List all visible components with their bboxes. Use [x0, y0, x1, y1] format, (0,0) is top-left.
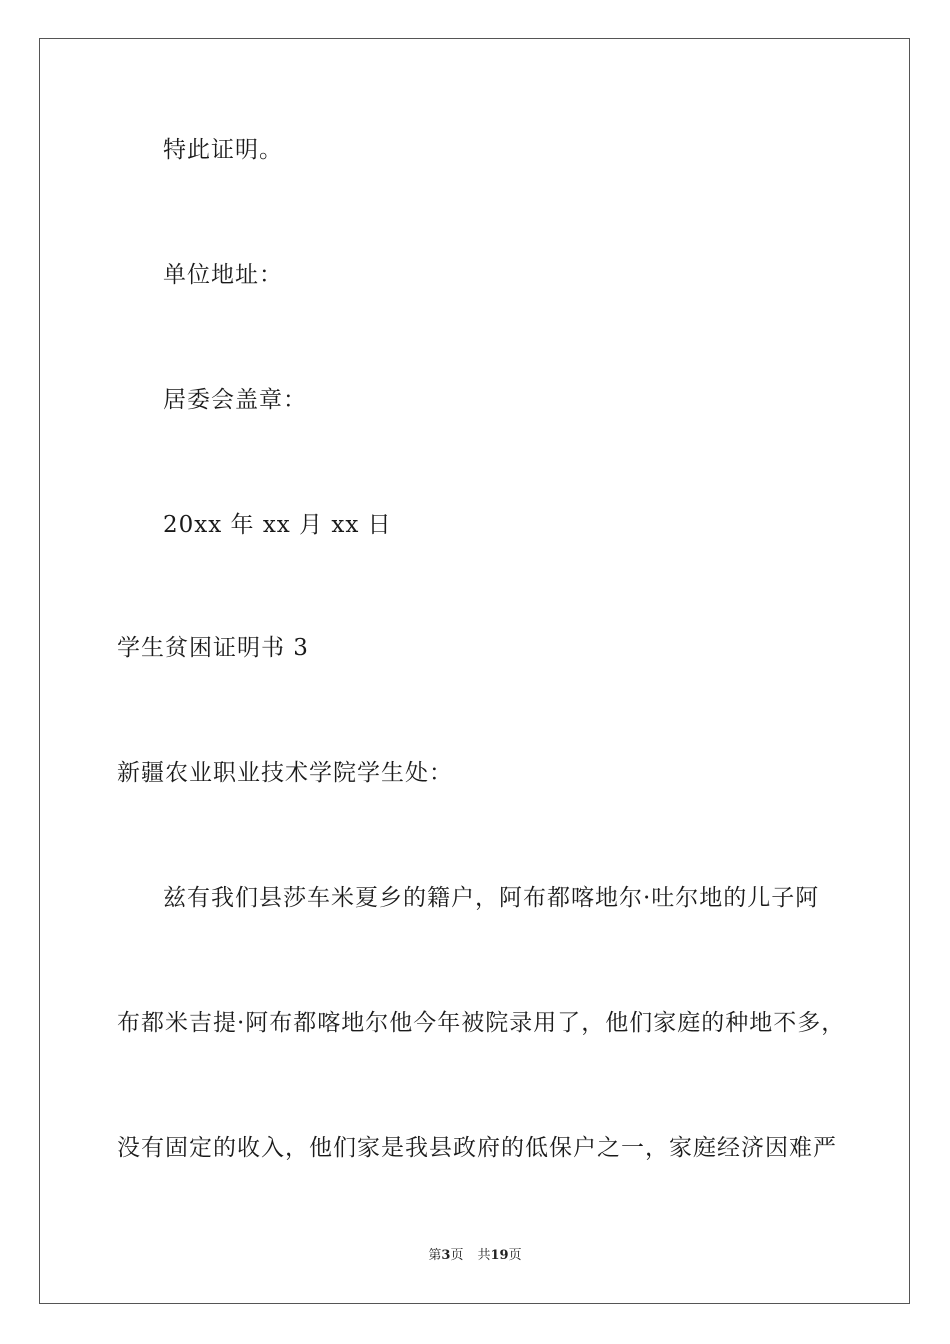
page-border: [39, 38, 910, 1304]
body-paragraph-line-1: 兹有我们县莎车米夏乡的籍户，阿布都喀地尔·吐尔地的儿子阿: [163, 885, 820, 911]
total-pages: 19: [490, 1248, 509, 1263]
total-prefix: 共: [477, 1248, 491, 1263]
recipient-line: 新疆农业职业技术学院学生处：: [117, 760, 453, 786]
body-paragraph-line-2: 布都米吉提·阿布都喀地尔他今年被院录用了，他们家庭的种地不多，: [117, 1010, 846, 1036]
total-suffix: 页: [508, 1248, 522, 1263]
section-title: 学生贫困证明书 3: [117, 635, 309, 661]
page-prefix: 第: [428, 1248, 442, 1263]
body-paragraph-line-3: 没有固定的收入，他们家是我县政府的低保户之一，家庭经济因难严: [117, 1135, 837, 1161]
page-suffix: 页: [450, 1248, 464, 1263]
committee-seal-label: 居委会盖章：: [163, 387, 307, 413]
date-line: 20xx 年 xx 月 xx 日: [163, 512, 392, 538]
page-footer: [0, 1247, 950, 1265]
page-number: 3: [441, 1248, 451, 1263]
unit-address-label: 单位地址：: [163, 262, 283, 288]
closing-statement: 特此证明。: [163, 137, 283, 163]
